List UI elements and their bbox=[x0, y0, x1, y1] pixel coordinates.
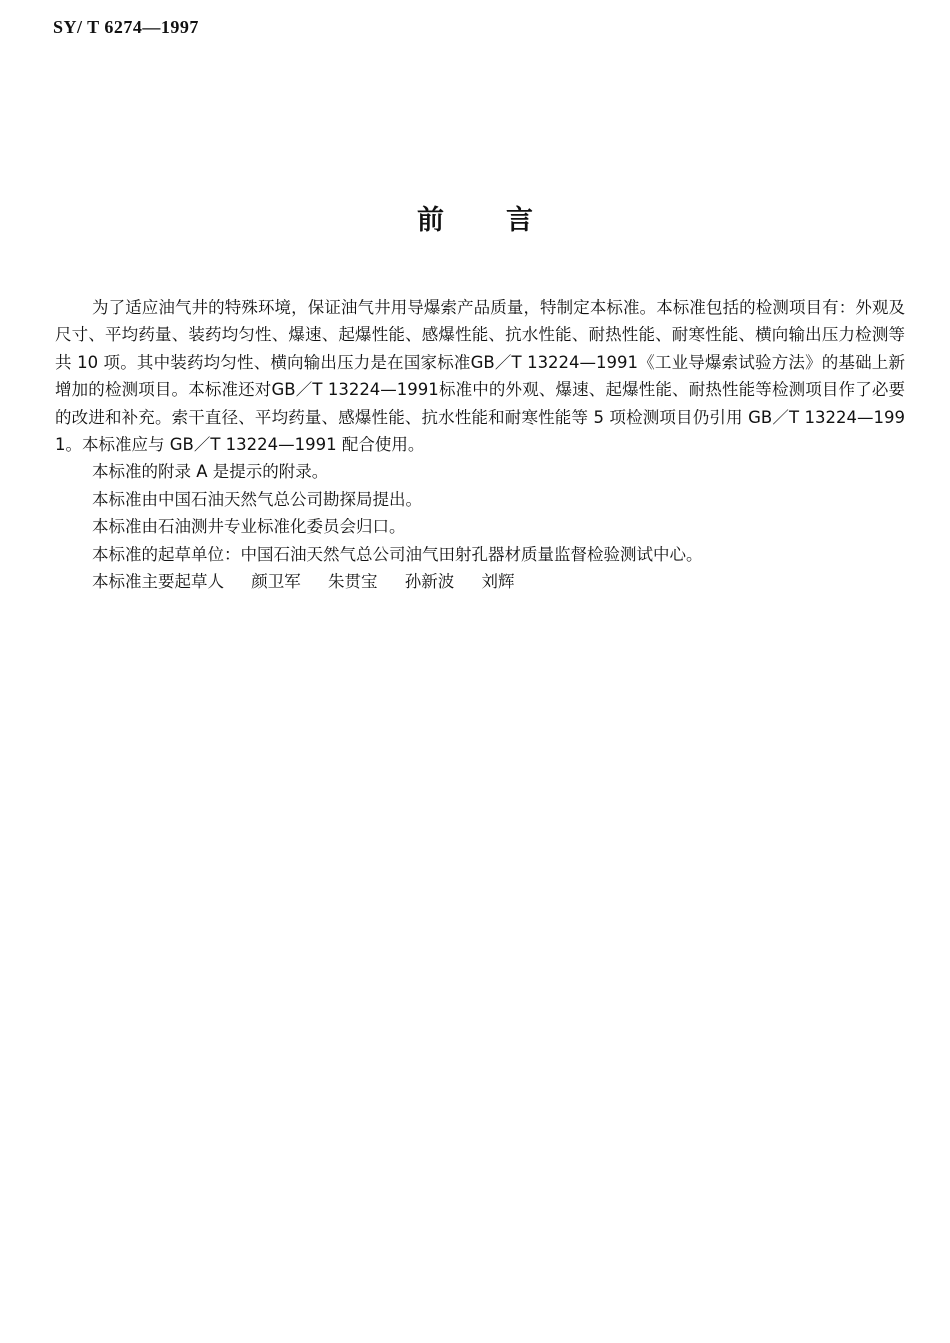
title-char-2: 言 bbox=[506, 205, 533, 236]
drafter-name: 朱贯宝 bbox=[328, 572, 378, 592]
centralized-note: 本标准由石油测井专业标准化委员会归口。 bbox=[92, 517, 406, 537]
foreword-paragraph: 为了适应油气井的特殊环境，保证油气井用导爆索产品质量，特制定本标准。本标准包括的检测项目有：外观及尺寸、平均药量、装药均匀性、爆速、起爆性能、感爆性能、抗水性能、耐热性能、耐寒性能、横向输出压力检测等共 10 项。其中装药均匀性、横向输出压力是在国家标准GB／T 13224—1991《工业导爆索试验方法》的基础上新增加的检测项目。本标准还对GB／T 13224—1991标准中的外观、爆速、起爆性能、耐热性能等检测项目作了必要的改进和补充。索干直径、平均药量、感爆性能、抗水性能和耐寒性能等 5 项检测项目仍引用 GB／T 13224—1991。本标准应与 GB／T 13224—1991 配合使用。 bbox=[55, 298, 905, 455]
drafter-name: 孙新波 bbox=[404, 572, 455, 592]
appendix-note: 本标准的附录 A 是提示的附录。 bbox=[92, 462, 329, 482]
title-char-1: 前 bbox=[417, 205, 444, 236]
proposer-note: 本标准由中国石油天然气总公司勘探局提出。 bbox=[92, 489, 422, 509]
drafter-name: 颜卫军 bbox=[251, 572, 301, 592]
drafters-line bbox=[55, 568, 905, 595]
drafters-label: 本标准主要起草人 bbox=[92, 572, 224, 592]
drafter-name: 刘辉 bbox=[481, 572, 515, 592]
standard-code: SY/ T 6274—1997 bbox=[53, 17, 199, 37]
drafting-unit-note: 本标准的起草单位：中国石油天然气总公司油气田射孔器材质量监督检验测试中心。 bbox=[92, 544, 703, 564]
page-title bbox=[0, 203, 950, 239]
foreword-content bbox=[55, 294, 905, 595]
